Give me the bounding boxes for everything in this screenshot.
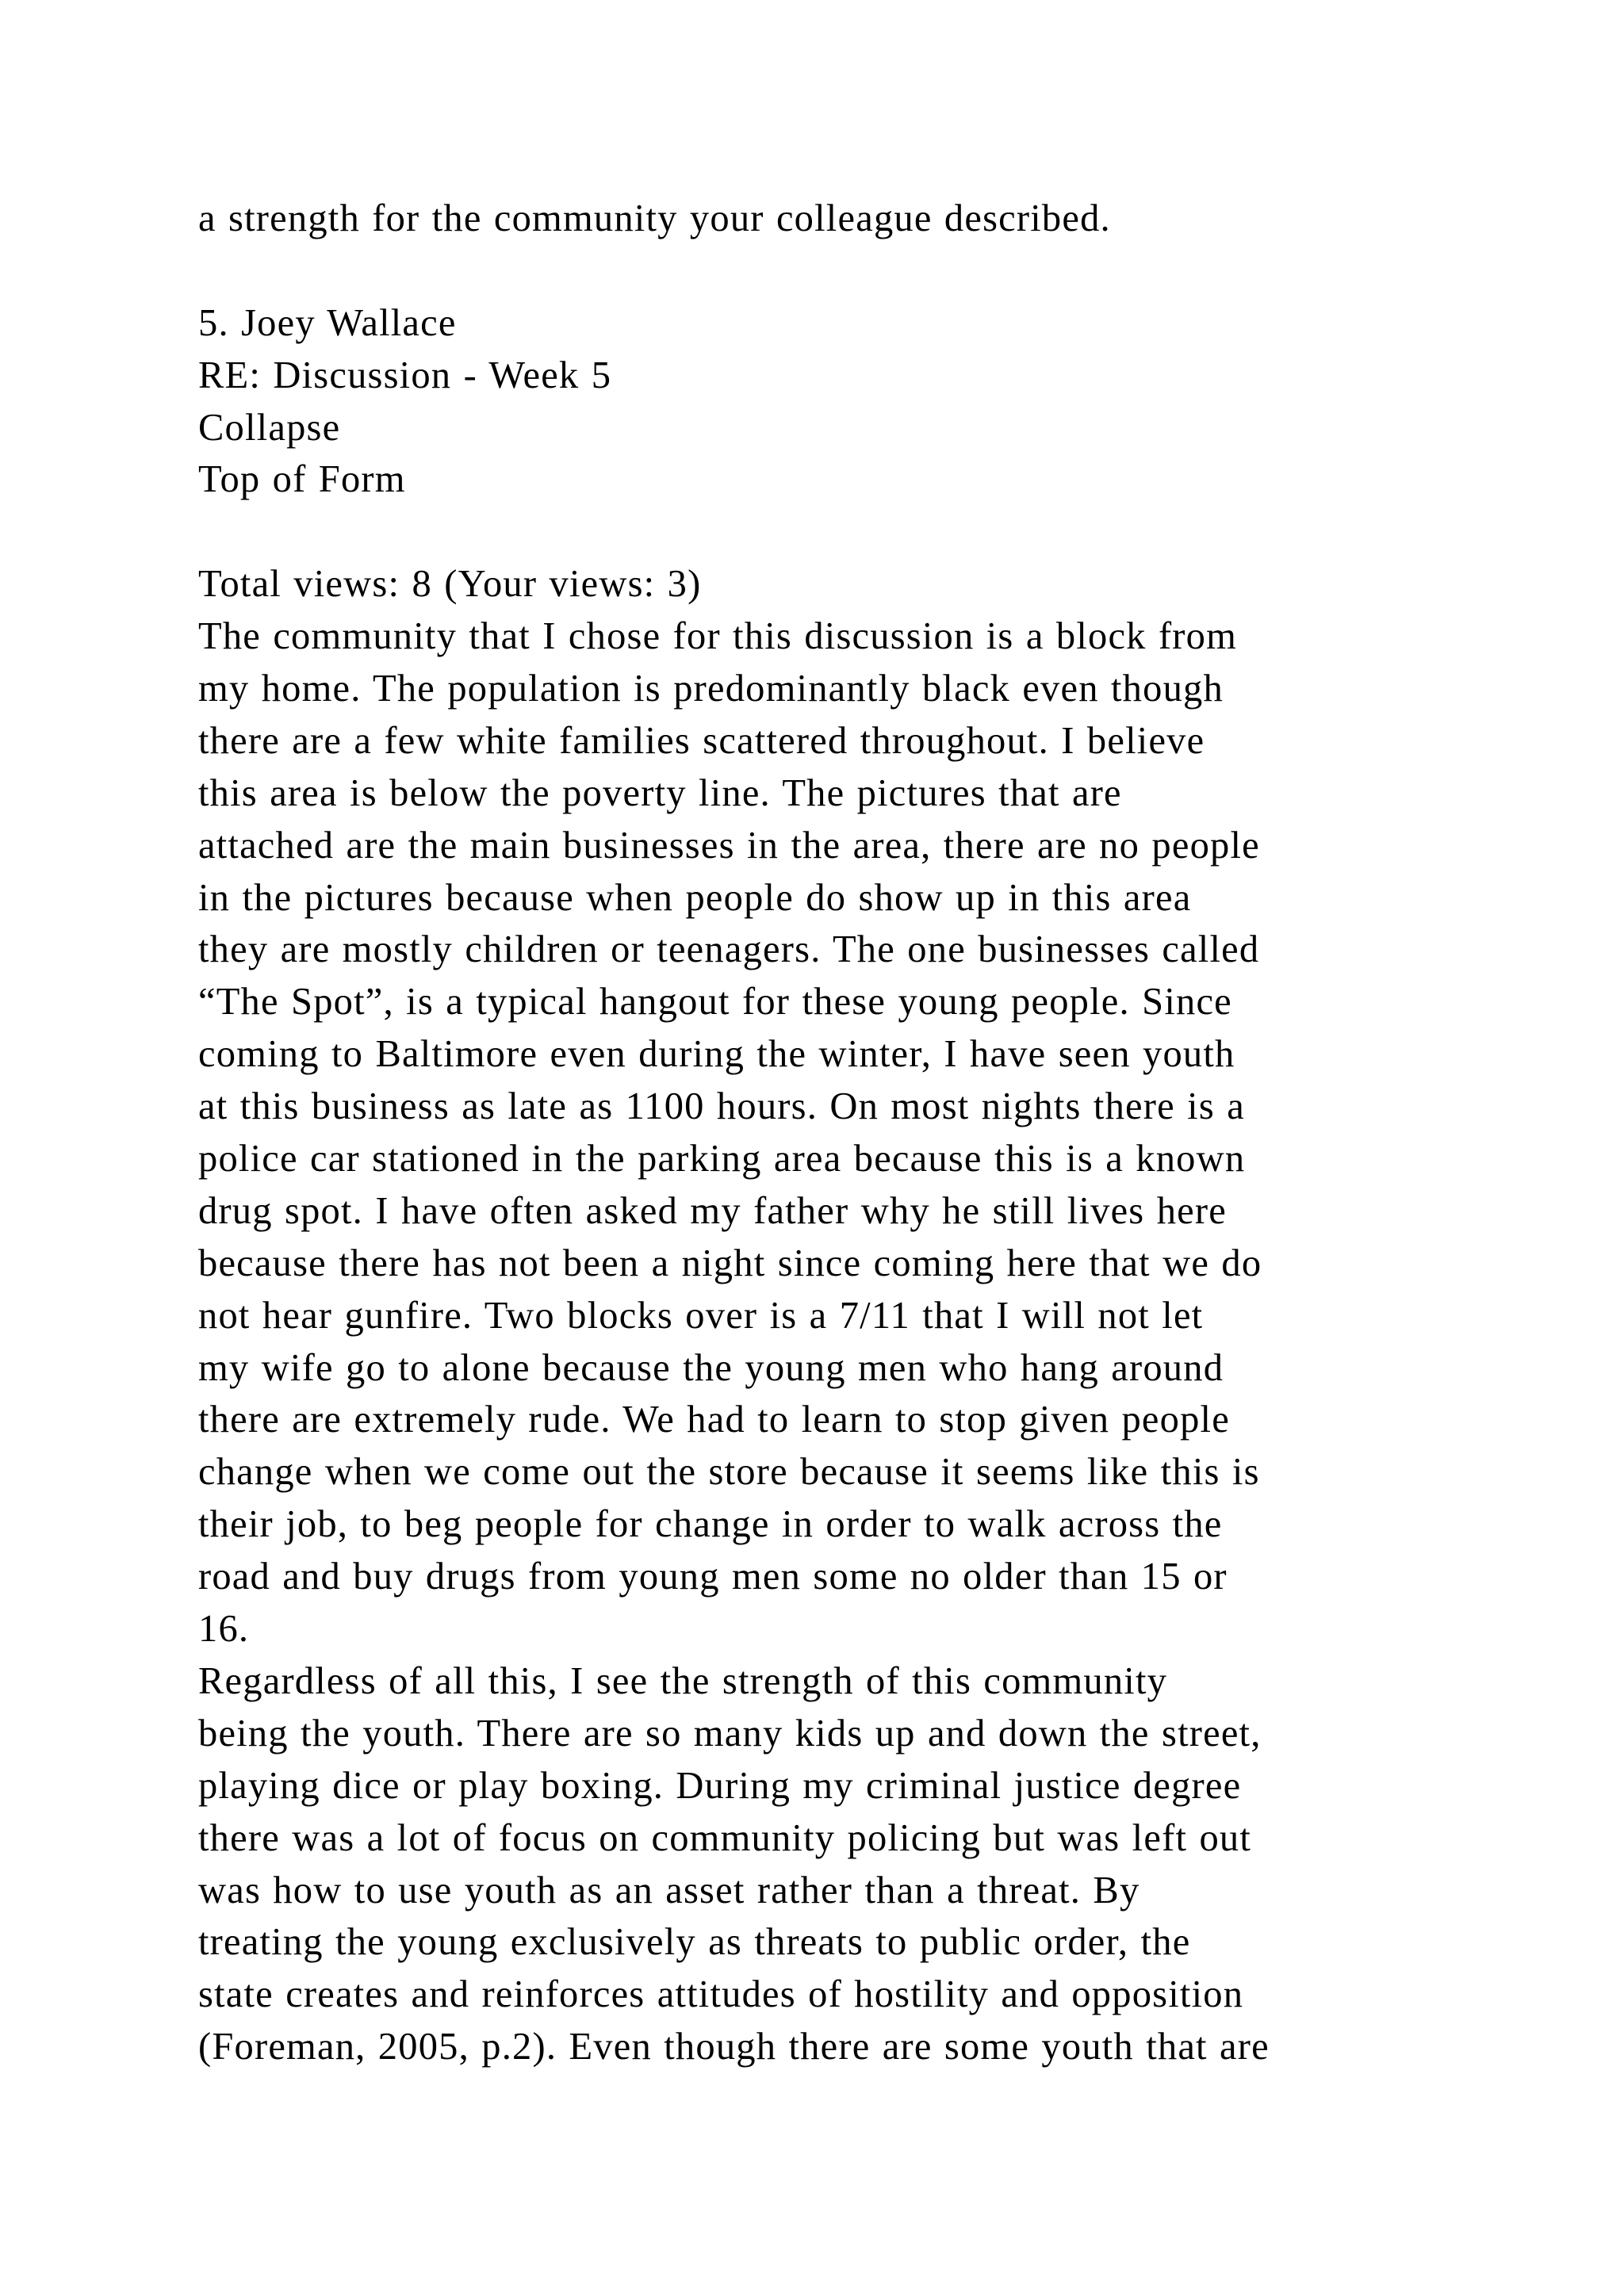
text-line: in the pictures because when people do show up in this area xyxy=(198,876,1192,919)
text-line: attached are the main businesses in the area, there are no people xyxy=(198,824,1260,867)
text-line: treating the young exclusively as threats to public order, the xyxy=(198,1921,1191,1964)
text-line: “The Spot”, is a typical hangout for these young people. Since xyxy=(198,981,1232,1024)
post-author: 5. Joey Wallace xyxy=(198,301,457,344)
views-count: Total views: 8 (Your views: 3) xyxy=(198,563,702,606)
text-line: state creates and reinforces attitudes of hostility and opposition xyxy=(198,1973,1244,2016)
text-line: (Foreman, 2005, p.2). Even though there are some youth that are xyxy=(198,2026,1270,2068)
text-line: drug spot. I have often asked my father why he still lives here xyxy=(198,1189,1227,1232)
text-line: being the youth. There are so many kids up and down the street, xyxy=(198,1712,1262,1755)
text-line: there are extremely rude. We had to learn to stop given people xyxy=(198,1399,1230,1441)
post-subject: RE: Discussion - Week 5 xyxy=(198,354,612,396)
document-text xyxy=(198,193,1499,2073)
paragraph-gap xyxy=(198,506,1499,558)
text-line: this area is below the poverty line. The pictures that are xyxy=(198,771,1122,814)
text-line: their job, to beg people for change in order to walk across the xyxy=(198,1503,1223,1546)
text-line: at this business as late as 1100 hours. On most nights there is a xyxy=(198,1085,1245,1128)
text-line: coming to Baltimore even during the winter, I have seen youth xyxy=(198,1033,1235,1076)
collapse-link[interactable]: Collapse xyxy=(198,406,341,449)
text-line: because there has not been a night since coming here that we do xyxy=(198,1242,1262,1284)
post-paragraph-2 xyxy=(198,1655,1499,2073)
text-line: there was a lot of focus on community policing but was left out xyxy=(198,1816,1252,1859)
text-line: road and buy drugs from young men some no older than 15 or xyxy=(198,1556,1228,1598)
text-line: my home. The population is predominantly black even though xyxy=(198,668,1224,710)
text-line: not hear gunfire. Two blocks over is a 7/11 that I will not let xyxy=(198,1294,1204,1337)
form-marker: Top of Form xyxy=(198,458,406,501)
text-line: 16. xyxy=(198,1608,250,1651)
post-paragraph-1 xyxy=(198,610,1499,1655)
text-line: The community that I chose for this discussion is a block from xyxy=(198,615,1238,658)
text-line: police car stationed in the parking area because this is a known xyxy=(198,1138,1246,1181)
text-line: there are a few white families scattered throughout. I believe xyxy=(198,719,1205,762)
text-line: change when we come out the store because it seems like this is xyxy=(198,1451,1260,1494)
text-line: my wife go to alone because the young men who hang around xyxy=(198,1346,1224,1389)
text-line: was how to use youth as an asset rather than a threat. By xyxy=(198,1869,1140,1911)
text-line: playing dice or play boxing. During my criminal justice degree xyxy=(198,1764,1242,1807)
text-line: Regardless of all this, I see the strength of this community xyxy=(198,1659,1168,1702)
text-line: they are mostly children or teenagers. The one businesses called xyxy=(198,928,1260,971)
paragraph-gap xyxy=(198,245,1499,297)
intro-line: a strength for the community your colleague described. xyxy=(198,197,1111,239)
